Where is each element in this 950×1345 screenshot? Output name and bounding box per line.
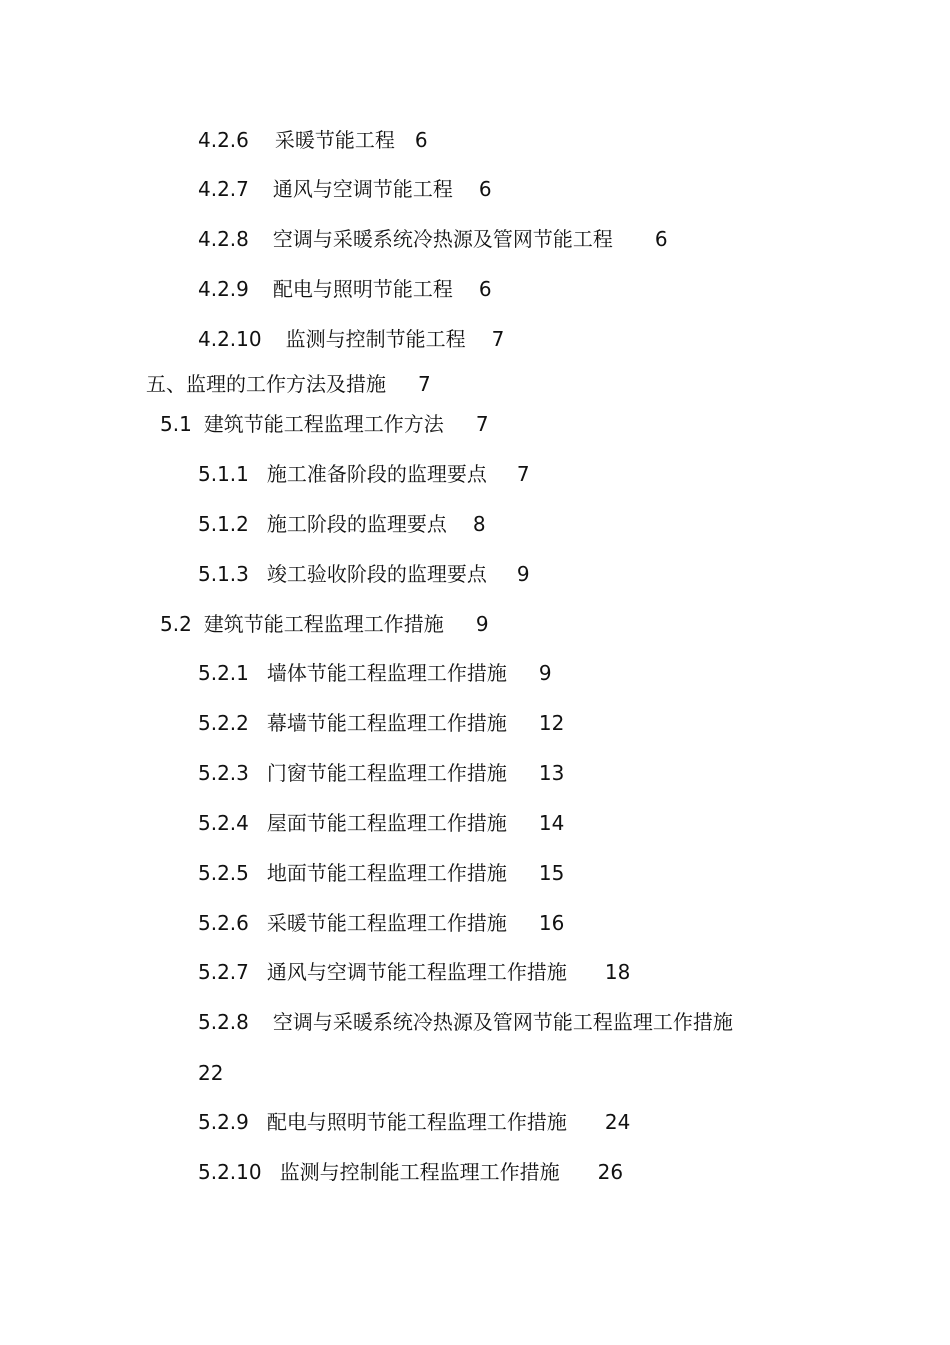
toc-section — [160, 412, 489, 436]
toc-number: 5.1 — [160, 412, 192, 436]
toc-page: 9 — [516, 562, 530, 586]
toc-title: 空调与采暖系统冷热源及管网节能工程 — [272, 227, 613, 251]
toc-title: 施工准备阶段的监理要点 — [266, 462, 487, 486]
toc-entry — [198, 661, 552, 685]
toc-page: 7 — [516, 462, 530, 486]
toc-number: 4.2.10 — [198, 327, 262, 351]
toc-entry — [198, 1160, 623, 1184]
toc-title: 地面节能工程监理工作措施 — [266, 861, 507, 885]
toc-entry — [198, 960, 630, 984]
toc-entry — [198, 1110, 630, 1134]
toc-number: 5.2 — [160, 612, 192, 636]
toc-entry — [198, 512, 486, 536]
toc-entry — [198, 462, 530, 486]
toc-page: 8 — [472, 512, 486, 536]
toc-entry — [198, 177, 492, 201]
toc-number: 5.2.4 — [198, 811, 249, 835]
toc-title: 建筑节能工程监理工作方法 — [203, 412, 444, 436]
toc-section — [160, 612, 489, 636]
toc-number: 5.2.2 — [198, 711, 249, 735]
toc-title: 建筑节能工程监理工作措施 — [203, 612, 444, 636]
toc-page: 14 — [538, 811, 565, 835]
toc-page: 6 — [478, 277, 492, 301]
toc-title: 配电与照明节能工程 — [272, 277, 453, 301]
toc-entry-continuation — [198, 1061, 223, 1085]
toc-entry — [198, 861, 564, 885]
toc-number: 5.2.9 — [198, 1110, 249, 1134]
toc-page: 9 — [538, 661, 552, 685]
toc-number: 5.2.8 — [198, 1010, 249, 1034]
toc-page: 6 — [414, 128, 428, 152]
toc-entry — [198, 811, 564, 835]
toc-number: 5.2.1 — [198, 661, 249, 685]
toc-title: 监测与控制能工程监理工作措施 — [279, 1160, 560, 1184]
toc-number: 5.1.1 — [198, 462, 249, 486]
toc-page: 7 — [418, 372, 431, 396]
toc-entry — [198, 277, 492, 301]
toc-page: 24 — [604, 1110, 631, 1134]
toc-page: 12 — [538, 711, 565, 735]
toc-title: 施工阶段的监理要点 — [266, 512, 447, 536]
toc-number: 5.2.3 — [198, 761, 249, 785]
toc-entry — [198, 562, 530, 586]
toc-entry — [198, 327, 504, 351]
toc-entry — [198, 711, 564, 735]
toc-page: 13 — [538, 761, 565, 785]
toc-title: 通风与空调节能工程监理工作措施 — [266, 960, 567, 984]
toc-number: 5.1.3 — [198, 562, 249, 586]
toc-number: 4.2.7 — [198, 177, 249, 201]
toc-page: 18 — [604, 960, 631, 984]
toc-title: 竣工验收阶段的监理要点 — [266, 562, 487, 586]
toc-page: 16 — [538, 911, 565, 935]
toc-title: 屋面节能工程监理工作措施 — [266, 811, 507, 835]
toc-page: 26 — [597, 1160, 624, 1184]
toc-page: 6 — [478, 177, 492, 201]
toc-title: 采暖节能工程监理工作措施 — [266, 911, 507, 935]
toc-title: 门窗节能工程监理工作措施 — [266, 761, 507, 785]
toc-title: 通风与空调节能工程 — [272, 177, 453, 201]
toc-title: 监理的工作方法及措施 — [186, 372, 386, 396]
toc-title: 监测与控制节能工程 — [285, 327, 466, 351]
toc-title: 墙体节能工程监理工作措施 — [266, 661, 507, 685]
toc-title: 幕墙节能工程监理工作措施 — [266, 711, 507, 735]
toc-page: 22 — [198, 1061, 224, 1085]
toc-page: 9 — [475, 612, 489, 636]
toc-title: 采暖节能工程 — [274, 128, 395, 152]
toc-number: 五、 — [146, 372, 186, 396]
toc-entry — [198, 761, 564, 785]
toc-number: 5.1.2 — [198, 512, 249, 536]
toc-chapter — [146, 372, 431, 396]
toc-number: 5.2.6 — [198, 911, 249, 935]
toc-page: 6 — [654, 227, 668, 251]
toc-number: 4.2.8 — [198, 227, 249, 251]
toc-number: 5.2.7 — [198, 960, 249, 984]
toc-number: 5.2.10 — [198, 1160, 262, 1184]
toc-number: 4.2.6 — [198, 128, 249, 152]
toc-entry — [198, 128, 428, 152]
toc-entry — [198, 227, 668, 251]
toc-page: 7 — [475, 412, 489, 436]
toc-number: 4.2.9 — [198, 277, 249, 301]
toc-entry — [198, 911, 564, 935]
toc-number: 5.2.5 — [198, 861, 249, 885]
toc-title: 配电与照明节能工程监理工作措施 — [266, 1110, 567, 1134]
toc-entry — [198, 1010, 733, 1034]
toc-page: 7 — [491, 327, 505, 351]
toc-title: 空调与采暖系统冷热源及管网节能工程监理工作措施 — [272, 1010, 733, 1034]
toc-page: 15 — [538, 861, 565, 885]
